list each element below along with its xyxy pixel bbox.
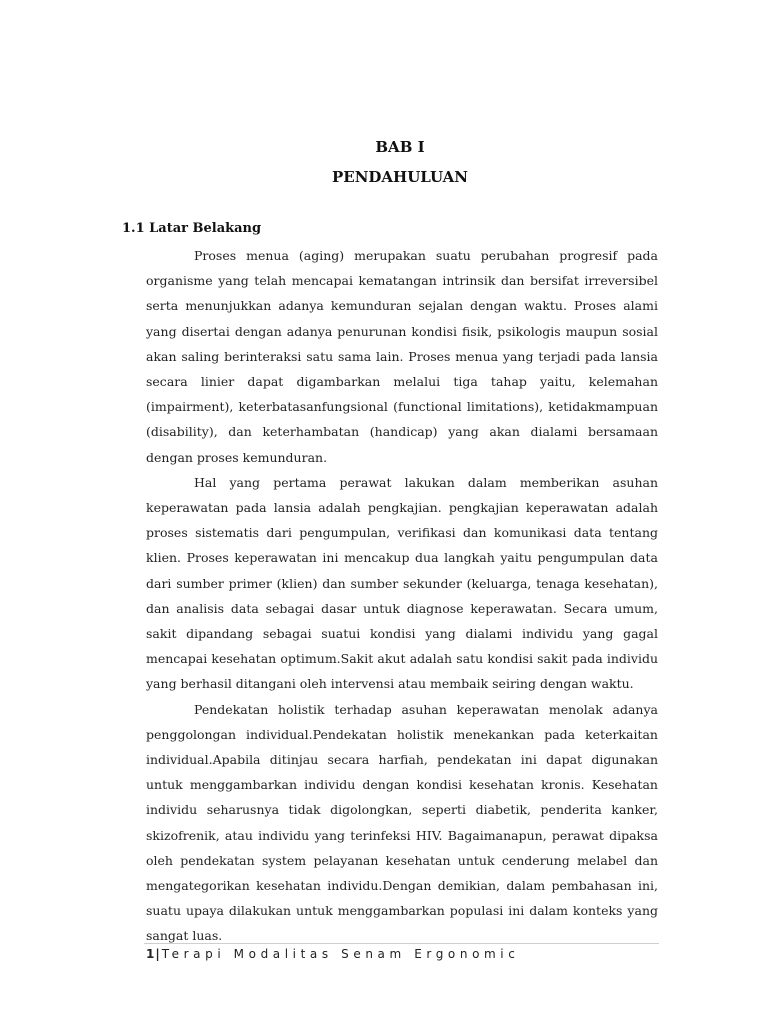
section-heading: 1.1 Latar Belakang <box>122 221 262 236</box>
running-title: Terapi Modalitas Senam Ergonomic <box>161 947 520 961</box>
paragraph-3: Pendekatan holistik terhadap asuhan keperawatan menolak adanya penggolongan individual.Pendekatan holistik menekankan pada keterkaitan individual.Apabila ditinjau secara harfiah, pendekatan ini dapat digunakan untuk menggambarkan individu dengan kondisi kesehatan kronis. Kesehatan individu seharusnya tidak digolongkan, seperti diabetik, penderita kanker, skizofrenik, atau individu yang terinfeksi HIV. Bagaimanapun, perawat dipaksa oleh pendekatan system pelayanan kesehatan untuk cenderung melabel dan mengategorikan kesehatan individu.Dengan demikian, dalam pembahasan ini, suatu upaya dilakukan untuk menggambarkan populasi ini dalam konteks yang sangat luas. <box>146 701 658 944</box>
body-text <box>146 243 658 949</box>
chapter-number: BAB I <box>375 138 425 156</box>
page-number: 1 <box>146 947 155 961</box>
footer-separator: | <box>155 947 160 961</box>
footer-divider <box>144 943 659 944</box>
chapter-title: PENDAHULUAN <box>331 168 469 186</box>
page-footer <box>146 947 519 961</box>
paragraph-1: Proses menua (aging) merupakan suatu perubahan progresif pada organisme yang telah mencapai kematangan intrinsik dan bersifat irreversibel serta menunjukkan adanya kemunduran sejalan dengan waktu. Proses alami yang disertai dengan adanya penurunan kondisi fisik, psikologis maupun sosial akan saling berinteraksi satu sama lain. Proses menua yang terjadi pada lansia secara linier dapat digambarkan melalui tiga tahap yaitu, kelemahan (impairment), keterbatasanfungsional (functional limitations), ketidakmampuan (disability), dan keterhambatan (handicap) yang akan dialami bersamaan dengan proses kemunduran. <box>146 248 658 465</box>
paragraph-2: Hal yang pertama perawat lakukan dalam memberikan asuhan keperawatan pada lansia adalah pengkajian. pengkajian keperawatan adalah proses sistematis dari pengumpulan, verifikasi dan komunikasi data tentang klien. Proses keperawatan ini mencakup dua langkah yaitu pengumpulan data dari sumber primer (klien) dan sumber sekunder (keluarga, tenaga kesehatan), dan analisis data sebagai dasar untuk diagnose keperawatan. Secara umum, sakit dipandang sebagai suatui kondisi yang dialami individu yang gagal mencapai kesehatan optimum.Sakit akut adalah satu kondisi sakit pada individu yang berhasil ditangani oleh intervensi atau membaik seiring dengan waktu. <box>146 474 658 692</box>
